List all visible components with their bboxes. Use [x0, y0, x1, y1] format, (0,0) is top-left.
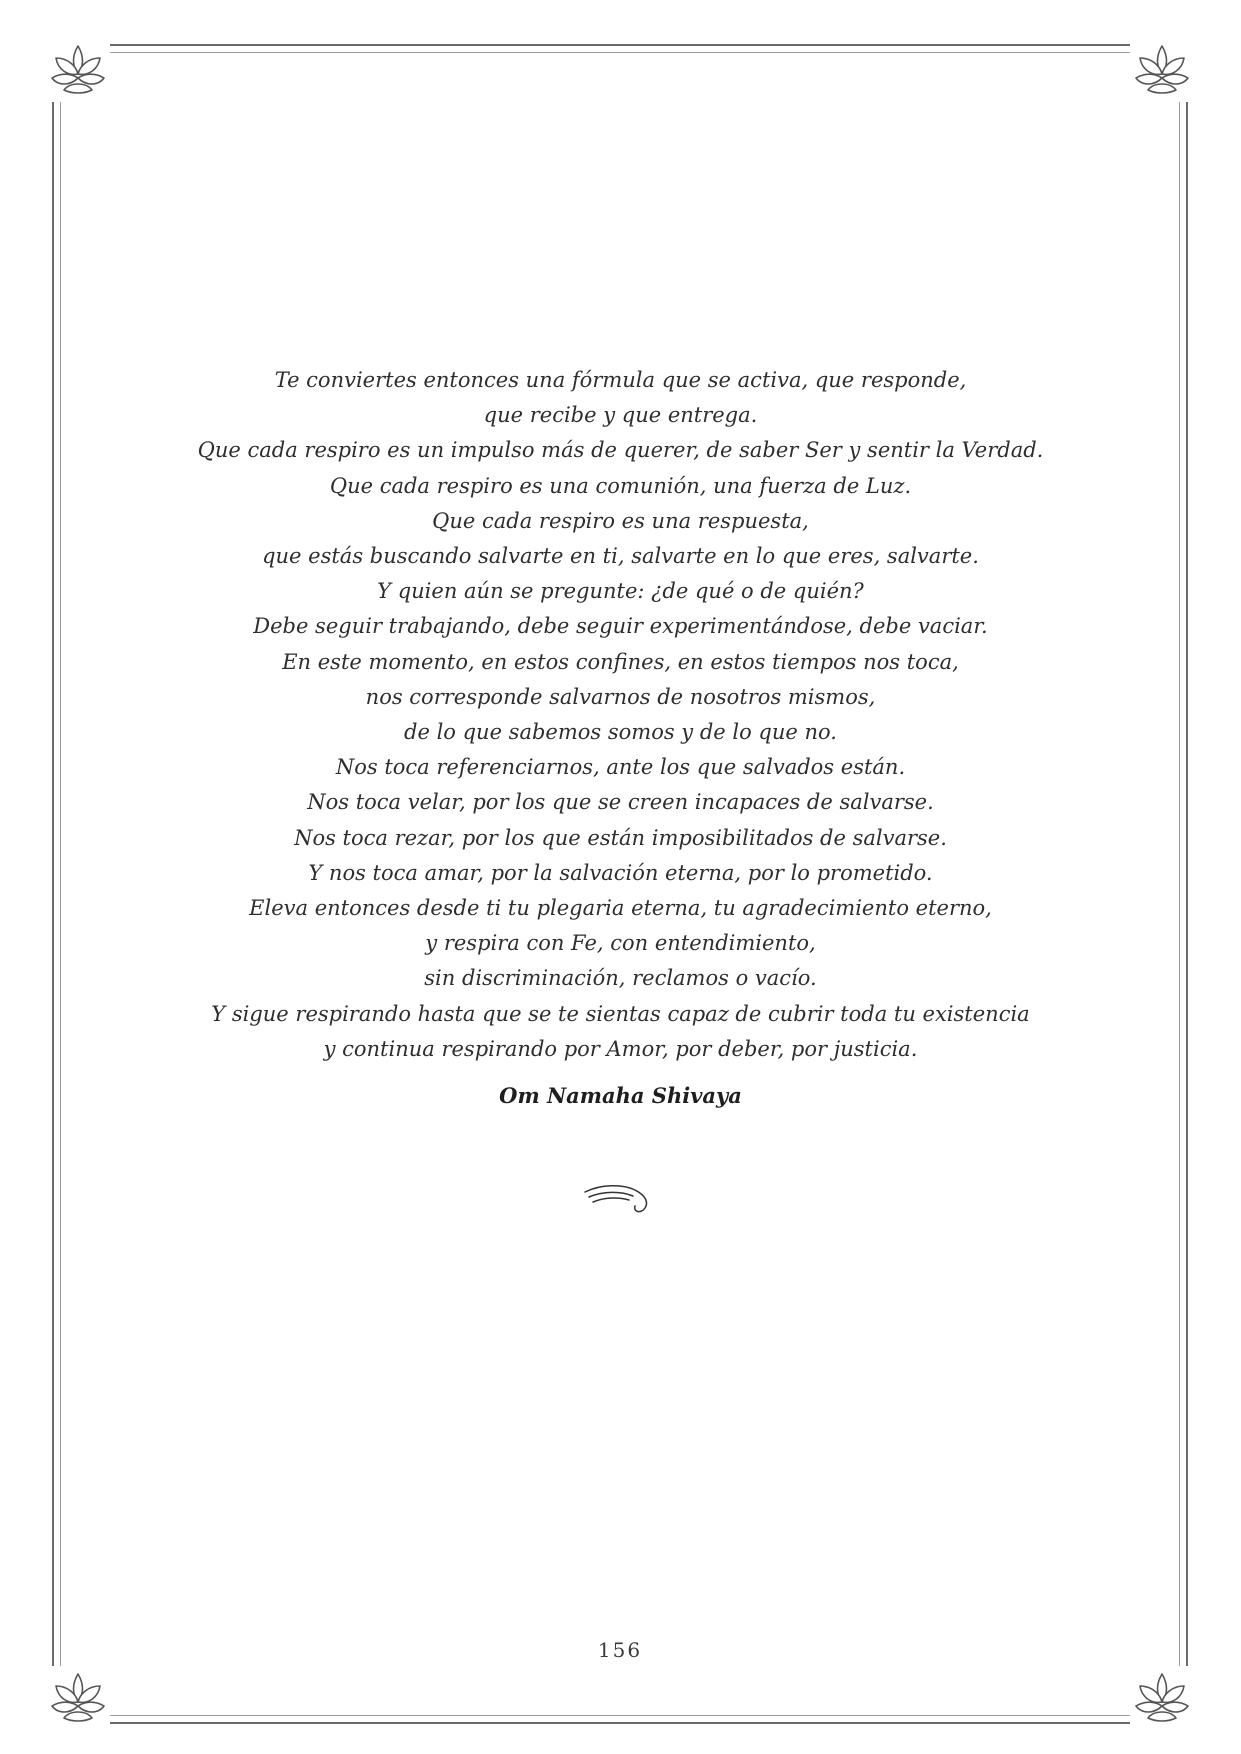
poem-line: Y quien aún se pregunte: ¿de qué o de quién? — [377, 579, 864, 604]
poem-line: En este momento, en estos confines, en estos tiempos nos toca, — [282, 649, 959, 674]
lotus-flower-icon — [46, 38, 110, 102]
poem-line: Que cada respiro es una respuesta, — [432, 508, 809, 533]
poem-line: y respira con Fe, con entendimiento, — [425, 931, 816, 956]
poem-line: Eleva entonces desde ti tu plegaria eterna, tu agradecimiento eterno, — [249, 896, 992, 921]
poem-text — [140, 363, 1101, 1067]
lotus-flower-icon — [46, 1666, 110, 1730]
poem-line: Y nos toca amar, por la salvación eterna, por lo prometido. — [308, 860, 933, 885]
poem-line: Que cada respiro es un impulso más de querer, de saber Ser y sentir la Verdad. — [197, 438, 1044, 463]
page-number: 156 — [597, 1638, 643, 1662]
closing-mantra: Om Namaha Shivaya — [499, 1083, 742, 1108]
lotus-flower-icon — [1130, 1666, 1194, 1730]
poem-line: de lo que sabemos somos y de lo que no. — [404, 720, 837, 745]
poem-line: Debe seguir trabajando, debe seguir experimentándose, debe vaciar. — [253, 614, 988, 639]
poem-line: que recibe y que entrega. — [483, 403, 758, 428]
poem-line: nos corresponde salvarnos de nosotros mismos, — [365, 684, 876, 709]
poem-line: Y sigue respirando hasta que se te sientas capaz de cubrir toda tu existencia — [211, 1001, 1030, 1026]
poem-line: sin discriminación, reclamos o vacío. — [424, 966, 817, 991]
poem-line: Que cada respiro es una comunión, una fuerza de Luz. — [329, 473, 912, 498]
poem-line: Nos toca referenciarnos, ante los que salvados están. — [335, 755, 906, 780]
poem-line: que estás buscando salvarte en ti, salvarte en lo que eres, salvarte. — [262, 544, 979, 569]
poem-line: Nos toca rezar, por los que están imposibilitados de salvarse. — [294, 825, 947, 850]
poem-line: y continua respirando por Amor, por deber, por justicia. — [323, 1036, 918, 1061]
poem-line: Nos toca velar, por los que se creen incapaces de salvarse. — [307, 790, 934, 815]
flourish-ornament-icon — [583, 1178, 659, 1218]
lotus-flower-icon — [1130, 38, 1194, 102]
poem-line: Te conviertes entonces una fórmula que se activa, que responde, — [274, 368, 967, 392]
